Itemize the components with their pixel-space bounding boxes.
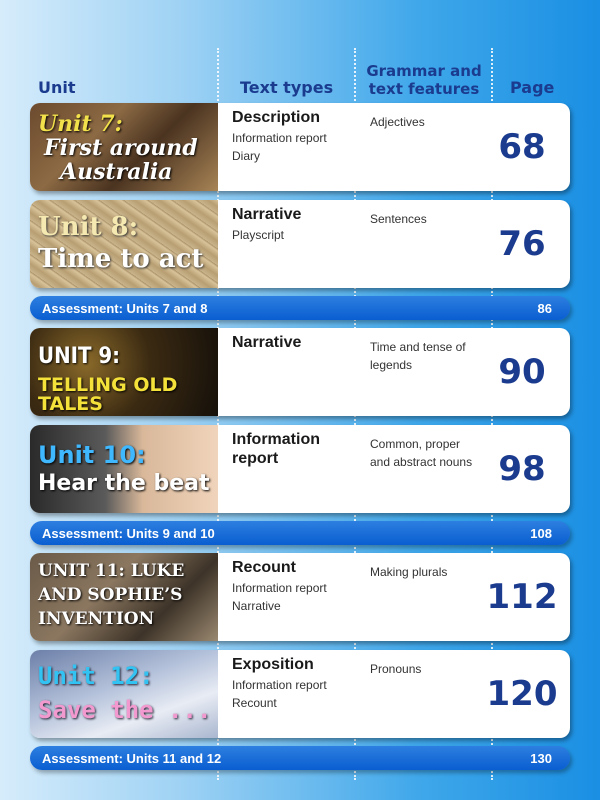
unit-thumbnail — [30, 553, 218, 641]
grammar-feature: Time and tense of legends — [370, 340, 466, 372]
page-number: 76 — [498, 224, 546, 264]
text-type-main: Narrative — [232, 206, 302, 223]
unit-row[interactable] — [30, 650, 570, 738]
unit-title-line1: Unit 12: — [38, 662, 154, 690]
page-number: 68 — [498, 127, 546, 167]
header-text-types: Text types — [240, 78, 334, 97]
unit-row[interactable] — [30, 103, 570, 191]
unit-thumbnail — [30, 103, 218, 191]
text-type-main: Exposition — [232, 656, 314, 673]
text-type-main: Narrative — [232, 334, 302, 351]
unit-title-line2: Save the ... — [38, 696, 212, 724]
assessment-page: 108 — [530, 526, 552, 541]
header-unit: Unit — [38, 78, 76, 97]
assessment-bar[interactable] — [30, 296, 570, 320]
text-type-main: Recount — [232, 559, 296, 576]
page-number: 98 — [498, 449, 546, 489]
page-number: 90 — [498, 352, 546, 392]
grammar-feature: Adjectives — [370, 115, 425, 129]
text-type-main: Description — [232, 109, 321, 126]
text-type-sub: Information report — [232, 581, 327, 595]
text-type-sub: Diary — [232, 149, 261, 163]
assessment-label: Assessment: Units 9 and 10 — [42, 526, 215, 541]
header-grammar-line1: Grammar and — [366, 62, 482, 80]
text-type-sub: Information report — [232, 678, 327, 692]
header-grammar — [362, 62, 486, 98]
unit-title-line2: Time to act — [38, 244, 204, 274]
text-type-main-line2: report — [232, 450, 279, 467]
unit-title-line1: Unit 7: — [38, 111, 123, 137]
unit-title-line1: Unit 8: — [38, 212, 139, 242]
unit-thumbnail — [30, 200, 218, 288]
page-number: 112 — [486, 577, 558, 617]
unit-title-line1: Unit 10: — [38, 441, 146, 469]
unit-title-line2: First around — [44, 135, 198, 161]
unit-title-line3: INVENTION — [38, 609, 155, 629]
unit-thumbnail — [30, 650, 218, 738]
unit-title-line2: AND SOPHIE’S — [38, 585, 183, 605]
assessment-page: 130 — [530, 751, 552, 766]
text-type-sub: Narrative — [232, 599, 281, 613]
text-type-sub: Information report — [232, 131, 327, 145]
assessment-label: Assessment: Units 11 and 12 — [42, 751, 222, 766]
grammar-feature: Sentences — [370, 212, 427, 226]
unit-row[interactable] — [30, 553, 570, 641]
unit-row[interactable] — [30, 328, 570, 416]
assessment-bar[interactable] — [30, 521, 570, 545]
unit-title-line1: UNIT 9: — [38, 344, 121, 369]
unit-row[interactable] — [30, 200, 570, 288]
text-type-sub: Recount — [232, 696, 277, 710]
unit-title-line3: Australia — [60, 159, 173, 185]
page-number: 120 — [486, 674, 558, 714]
assessment-bar[interactable] — [30, 746, 570, 770]
text-type-sub: Playscript — [232, 228, 285, 242]
header-grammar-line2: text features — [368, 80, 480, 98]
unit-thumbnail — [30, 328, 218, 416]
unit-title-line2: Hear the beat — [38, 471, 210, 496]
header-page: Page — [510, 78, 555, 97]
unit-title-line2: TELLING OLD TALES — [38, 374, 178, 415]
unit-title-line1: UNIT 11: LUKE — [38, 561, 185, 581]
grammar-feature: Common, proper and abstract nouns — [370, 437, 473, 469]
assessment-label: Assessment: Units 7 and 8 — [42, 301, 208, 316]
unit-thumbnail — [30, 425, 218, 513]
assessment-page: 86 — [537, 301, 552, 316]
grammar-feature: Pronouns — [370, 662, 422, 676]
unit-row[interactable] — [30, 425, 570, 513]
grammar-feature: Making plurals — [370, 565, 448, 579]
text-type-main: Information — [232, 431, 320, 448]
